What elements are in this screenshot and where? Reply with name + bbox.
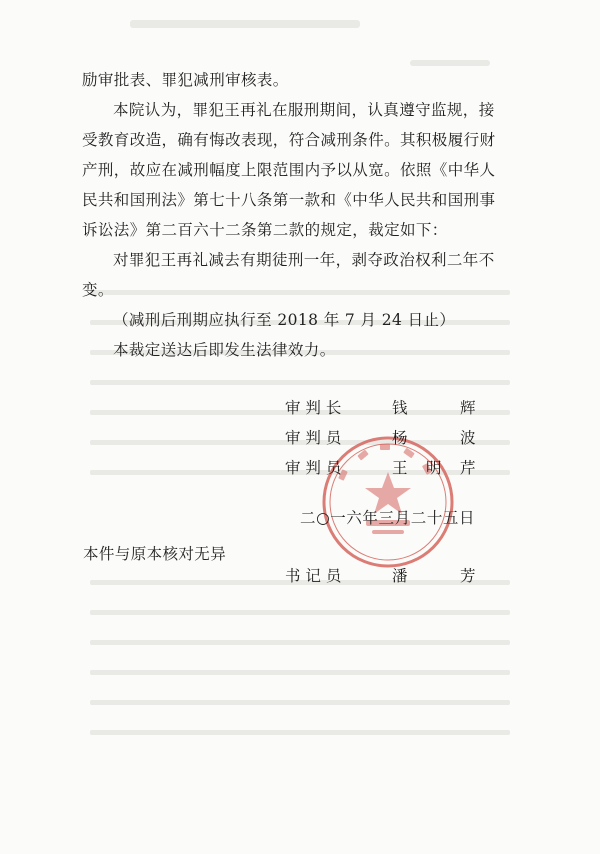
signature-title: 审 判 员 [285,459,342,477]
text-line: 民共和国刑法》第七十八条第一款和《中华人民共和国刑事 [82,191,496,209]
signature-title: 书 记 员 [285,567,342,585]
text-line: 受教育改造，确有悔改表现，符合减刑条件。其积极履行财 [82,131,496,149]
text-line: （减刑后刑期应执行至 2018 年 7 月 24 日止） [113,311,456,329]
court-seal [318,432,458,572]
signature-name: 王 [392,459,408,477]
verification-note: 本件与原本核对无异 [83,545,227,563]
signature-name: 芹 [460,459,476,477]
signature-title: 审 判 员 [285,429,342,447]
text-line: 诉讼法》第二百六十二条第二款的规定，裁定如下： [82,221,448,239]
signature-name: 辉 [460,399,476,417]
ruling-date: 二○一六年三月二十五日 [300,509,476,527]
text-line: 本院认为，罪犯王再礼在服刑期间，认真遵守监规，接 [113,101,495,119]
signature-name: 杨 [392,429,408,447]
text-line: 产刑，故应在减刑幅度上限范围内予以从宽。依照《中华人 [82,161,496,179]
signature-title: 审 判 长 [285,399,342,417]
text-line: 变。 [82,281,114,299]
text-line: 对罪犯王再礼减去有期徒刑一年，剥夺政治权利二年不 [113,251,495,269]
signature-name: 明 [426,459,442,477]
signature-name: 潘 [392,567,408,585]
signature-name: 芳 [460,567,476,585]
signature-name: 钱 [392,399,408,417]
text-line: 励审批表、罪犯减刑审核表。 [82,71,289,89]
signature-name: 波 [460,429,476,447]
text-line: 本裁定送达后即发生法律效力。 [113,341,336,359]
